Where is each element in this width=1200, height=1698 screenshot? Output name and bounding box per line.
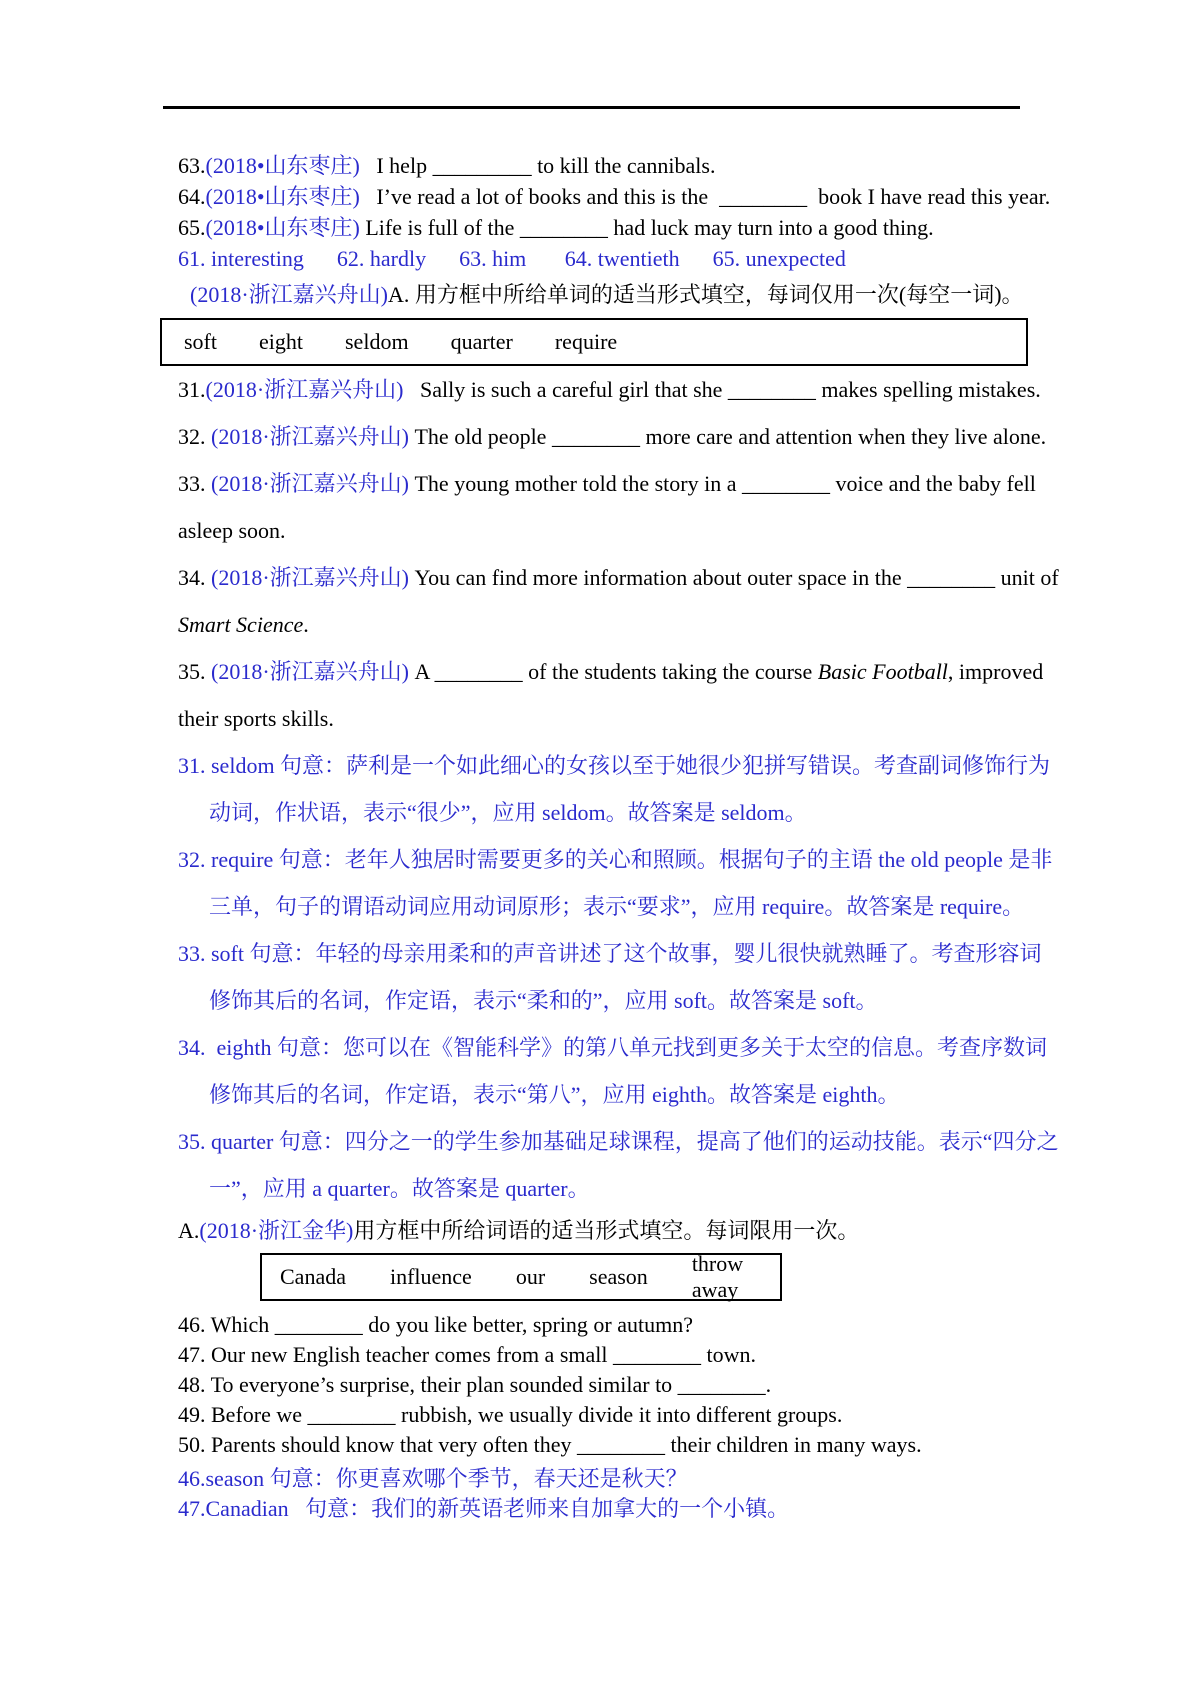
word-soft: soft [184, 329, 217, 354]
question-34 [178, 554, 1059, 601]
course-title-basic-football: Basic Football [817, 659, 948, 684]
question-31-number: 31. [178, 377, 206, 402]
word-our: our [515, 1264, 546, 1289]
explanation-34-line1: 34. eighth 句意：您可以在《智能科学》的第八单元找到更多关于太空的信息。考查序数词 [178, 1035, 1047, 1060]
word-eight: eight [259, 329, 303, 354]
question-46: 46. Which ________ do you like better, spring or autumn? [178, 1312, 694, 1337]
explanation-32-line1: 32. require 句意：老年人独居时需要更多的关心和照顾。根据句子的主语 the old people 是非 [178, 847, 1053, 872]
explanation-32-line2: 三单，句子的谓语动词应用动词原形；表示“要求”，应用 require。故答案是 require。 [209, 894, 1025, 919]
source-tag-34: (2018·浙江嘉兴舟山) [211, 565, 409, 590]
explanation-31-line1: 31. seldom 句意：萨利是一个如此细心的女孩以至于她很少犯拼写错误。考查副词修饰行为 [178, 753, 1051, 778]
question-33-text: The young mother told the story in a ________ voice and the baby fell [408, 471, 1036, 496]
section-header-jinhua-text: 用方框中所给词语的适当形式填空。每词限用一次。 [353, 1218, 860, 1243]
word-quarter: quarter [450, 329, 513, 354]
question-35 [178, 648, 1059, 695]
source-tag-35: (2018·浙江嘉兴舟山) [211, 659, 409, 684]
question-65-number: 65. [178, 215, 206, 240]
question-48: 48. To everyone’s surprise, their plan sounded similar to ________. [178, 1372, 772, 1397]
question-63-text: I help _________ to kill the cannibals. [359, 153, 716, 178]
question-65-text: Life is full of the ________ had luck may turn into a good thing. [359, 215, 934, 240]
question-49: 49. Before we ________ rubbish, we usually divide it into different groups. [178, 1402, 843, 1427]
question-63-number: 63. [178, 153, 206, 178]
section-header-jiaxing-text: A. 用方框中所给单词的适当形式填空，每词仅用一次(每空一词)。 [387, 282, 1024, 307]
question-31 [178, 366, 1059, 413]
explanation-31-line2: 动词，作状语，表示“很少”，应用 seldom。故答案是 seldom。 [209, 800, 807, 825]
question-34-number: 34. [178, 565, 211, 590]
question-32-number: 32. [178, 424, 211, 449]
source-tag-32: (2018·浙江嘉兴舟山) [211, 424, 409, 449]
question-64 [178, 181, 1050, 212]
question-34-continuation-end: . [303, 612, 309, 637]
explanation-34-line2: 修饰其后的名词，作定语，表示“第八”，应用 eighth。故答案是 eighth。 [209, 1082, 900, 1107]
explanation-33-line1: 33. soft 句意：年轻的母亲用柔和的声音讲述了这个故事，婴儿很快就熟睡了。考查形容词 [178, 941, 1042, 966]
question-35-continuation: their sports skills. [178, 706, 334, 731]
question-35-text-2: , improved [947, 659, 1044, 684]
word-canada: Canada [280, 1264, 346, 1289]
question-32 [178, 413, 1059, 460]
question-35-text-1: A ________ of the students taking the course [408, 659, 818, 684]
header-rule [163, 106, 1020, 109]
explanation-33-line2: 修饰其后的名词，作定语，表示“柔和的”，应用 soft。故答案是 soft。 [209, 988, 878, 1013]
source-tag-64: (2018•山东枣庄) [205, 184, 360, 209]
question-65 [178, 212, 1050, 243]
section-shandong-questions [178, 150, 1050, 274]
question-34-text: You can find more information about outer space in the ________ unit of [408, 565, 1059, 590]
word-seldom: seldom [345, 329, 409, 354]
explanation-35-line2: 一”，应用 a quarter。故答案是 quarter。 [209, 1176, 590, 1201]
question-64-text: I’ve read a lot of books and this is the ________ book I have read this year. [359, 184, 1051, 209]
source-tag-33: (2018·浙江嘉兴舟山) [211, 471, 409, 496]
explanation-block-46-47 [178, 1464, 922, 1524]
question-35-number: 35. [178, 659, 211, 684]
answer-key-61-65: 61. interesting 62. hardly 63. him 64. twentieth 65. unexpected [178, 246, 846, 271]
word-bank-2 [260, 1253, 782, 1301]
section-jiaxing-questions [178, 366, 1059, 1212]
source-tag-jinhua: (2018·浙江金华) [199, 1218, 354, 1243]
question-50: 50. Parents should know that very often they ________ their children in many ways. [178, 1432, 922, 1457]
explanation-35-line1: 35. quarter 句意：四分之一的学生参加基础足球课程，提高了他们的运动技能。表示“四分之 [178, 1129, 1059, 1154]
word-season: season [589, 1264, 648, 1289]
question-47: 47. Our new English teacher comes from a small ________ town. [178, 1342, 756, 1367]
source-tag-65: (2018•山东枣庄) [205, 215, 360, 240]
question-64-number: 64. [178, 184, 206, 209]
section-header-jiaxing [190, 280, 1024, 310]
question-34-continuation [178, 601, 1059, 648]
question-32-text: The old people ________ more care and attention when they live alone. [408, 424, 1047, 449]
question-33-continuation: asleep soon. [178, 518, 286, 543]
section-jinhua-questions [178, 1310, 922, 1524]
question-63 [178, 150, 1050, 181]
question-33 [178, 460, 1059, 507]
word-influence: influence [389, 1264, 472, 1289]
source-tag-31: (2018·浙江嘉兴舟山) [205, 377, 404, 402]
explanation-47: 47.Canadian 句意：我们的新英语老师来自加拿大的一个小镇。 [178, 1496, 790, 1521]
section-header-jinhua-label: A. [178, 1218, 200, 1243]
explanation-46: 46.season 句意：你更喜欢哪个季节，春天还是秋天？ [178, 1466, 688, 1491]
source-tag-63: (2018•山东枣庄) [205, 153, 360, 178]
word-throw-away: throw away [691, 1251, 744, 1302]
word-require: require [554, 329, 618, 354]
source-tag-jiaxing: (2018·浙江嘉兴舟山) [190, 282, 388, 307]
question-33-number: 33. [178, 471, 211, 496]
question-31-text: Sally is such a careful girl that she ________ makes spelling mistakes. [403, 377, 1041, 402]
book-title-smart-science: Smart Science [178, 612, 304, 637]
word-bank-1 [160, 318, 1028, 366]
section-header-jinhua [178, 1216, 859, 1246]
